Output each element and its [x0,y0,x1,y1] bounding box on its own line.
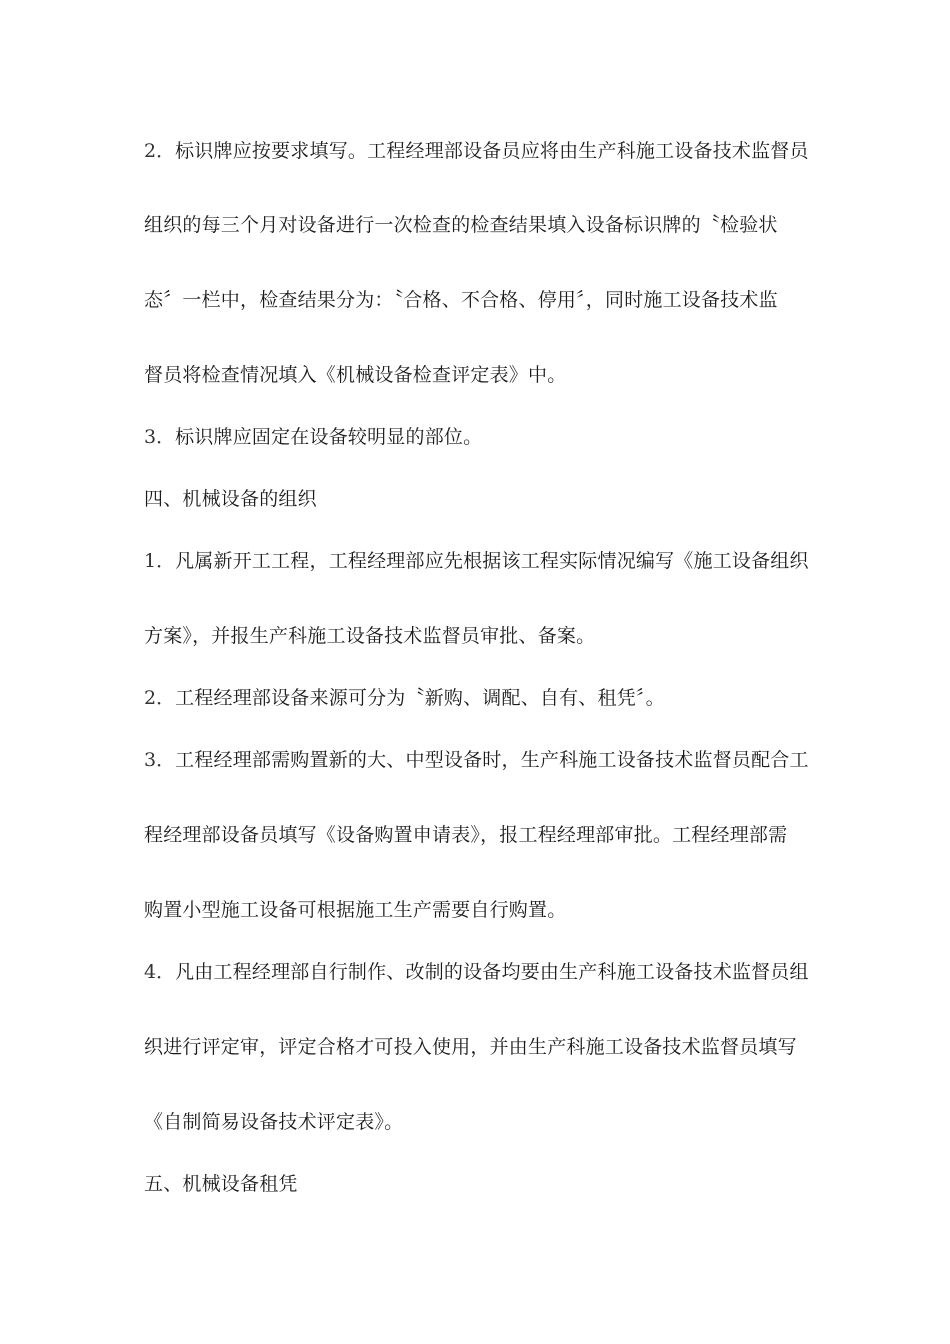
line-text: 组织的每三个月对设备进行一次检查的检查结果填入设备标识牌的〝检验状 [144,214,778,236]
line-text: 工程经理部设备来源可分为〝新购、调配、自有、租凭〞。 [175,687,665,709]
paragraph-line [144,823,814,847]
paragraph-line [144,425,814,449]
item-number: 2． [144,140,176,162]
paragraph-line [144,686,814,710]
item-number: 2． [144,687,176,709]
line-text: 织进行评定审，评定合格才可投入使用，并由生产科施工设备技术监督员填写 [144,1036,797,1058]
item-number: 3． [144,426,176,448]
line-text: 购置小型施工设备可根据施工生产需要自行购置。 [144,899,567,921]
line-text: 五、机械设备租凭 [144,1173,298,1195]
paragraph-line [144,898,814,922]
line-text: 工程经理部需购置新的大、中型设备时，生产科施工设备技术监督员配合工 [175,749,809,771]
line-text: 标识牌应按要求填写。工程经理部设备员应将由生产科施工设备技术监督员 [175,140,809,162]
paragraph-line [144,549,814,573]
line-text: 标识牌应固定在设备较明显的部位。 [175,426,483,448]
line-text: 《自制简易设备技术评定表》。 [144,1111,404,1133]
line-text: 督员将检查情况填入《机械设备检查评定表》中。 [144,364,567,386]
item-number: 1． [144,550,176,572]
line-text: 凡属新开工工程，工程经理部应先根据该工程实际情况编写《施工设备组织 [175,550,809,572]
paragraph-line [144,624,814,648]
line-text: 方案》，并报生产科施工设备技术监督员审批、备案。 [144,625,596,647]
line-text: 态〞一栏中，检查结果分为：〝合格、不合格、停用〞，同时施工设备技术监 [144,289,778,311]
paragraph-line [144,213,814,237]
paragraph-line [144,1110,814,1134]
line-text: 程经理部设备员填写《设备购置申请表》，报工程经理部审批。工程经理部需 [144,824,788,846]
section-heading [144,487,814,511]
paragraph-line [144,1035,814,1059]
line-text: 凡由工程经理部自行制作、改制的设备均要由生产科施工设备技术监督员组 [175,961,809,983]
line-text: 四、机械设备的组织 [144,488,317,510]
paragraph-line [144,363,814,387]
paragraph-line [144,960,814,984]
paragraph-line [144,139,814,163]
item-number: 3． [144,749,176,771]
item-number: 4． [144,961,176,983]
paragraph-line [144,288,814,312]
paragraph-line [144,748,814,772]
section-heading [144,1172,814,1196]
